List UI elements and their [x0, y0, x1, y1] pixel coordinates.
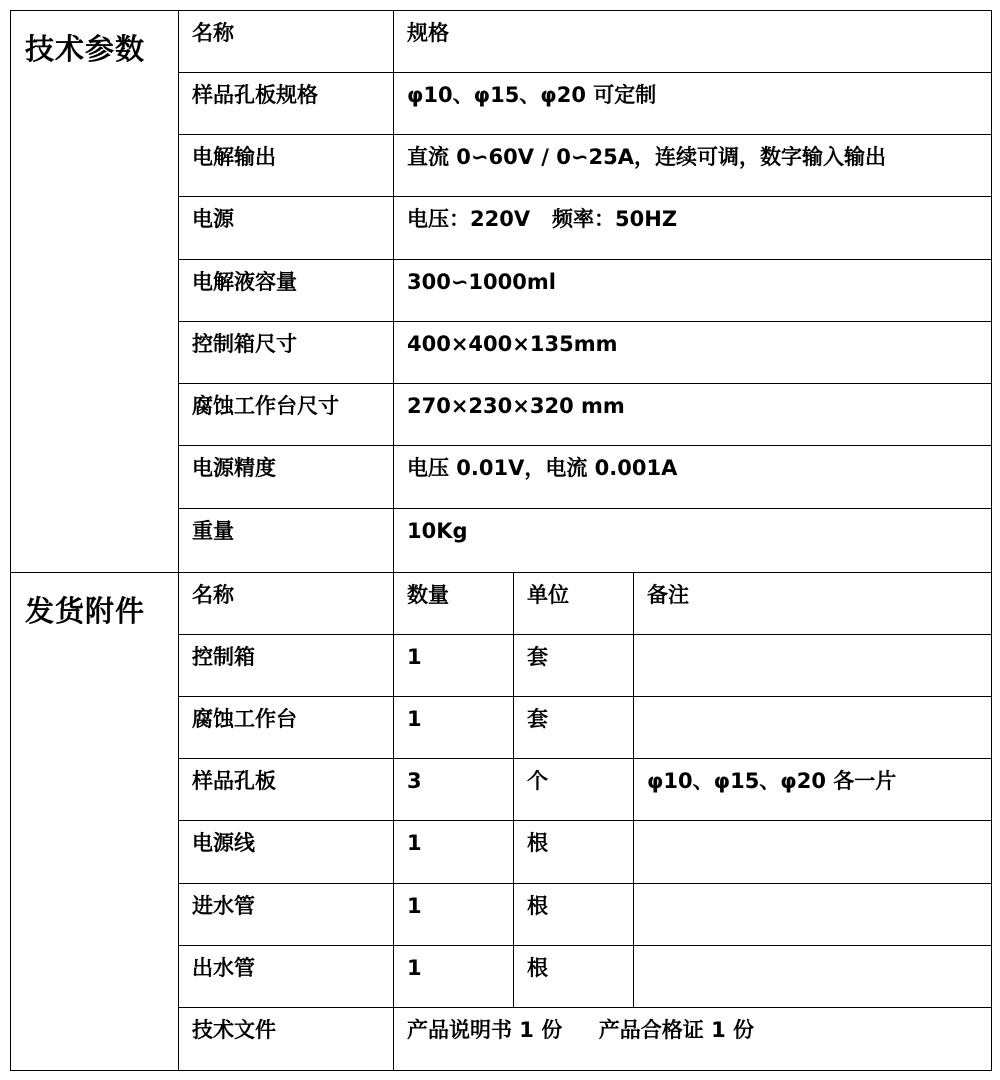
tech-row-spec: 电压：220V 频率：50HZ — [394, 197, 992, 260]
acc-row-unit: 个 — [514, 759, 634, 821]
tech-row-spec: 400×400×135mm — [394, 322, 992, 384]
acc-row-note: φ10、φ15、φ20 各一片 — [634, 759, 992, 821]
acc-header-note: 备注 — [634, 573, 992, 635]
acc-row-name: 出水管 — [179, 946, 394, 1008]
acc-row-unit: 根 — [514, 821, 634, 884]
accessory-section-title: 发货附件 — [11, 573, 179, 1071]
tech-row-name: 电源精度 — [179, 446, 394, 509]
acc-row-name: 电源线 — [179, 821, 394, 884]
acc-row-name: 控制箱 — [179, 635, 394, 697]
acc-row-qty: 1 — [394, 635, 514, 697]
acc-row-note — [634, 946, 992, 1008]
acc-row-name: 进水管 — [179, 884, 394, 946]
tech-row-name: 电解液容量 — [179, 260, 394, 322]
acc-row-qty: 1 — [394, 884, 514, 946]
tech-header-spec: 规格 — [394, 11, 992, 73]
tech-row-name: 重量 — [179, 509, 394, 573]
tech-row-spec: 270×230×320 mm — [394, 384, 992, 446]
acc-row-unit: 根 — [514, 946, 634, 1008]
acc-row-unit: 根 — [514, 884, 634, 946]
tech-row-spec: 电压 0.01V，电流 0.001A — [394, 446, 992, 509]
tech-row-name: 腐蚀工作台尺寸 — [179, 384, 394, 446]
acc-row-note — [634, 884, 992, 946]
acc-header-name: 名称 — [179, 573, 394, 635]
tech-header-name: 名称 — [179, 11, 394, 73]
tech-section-title: 技术参数 — [11, 11, 179, 573]
tech-row-name: 电源 — [179, 197, 394, 260]
acc-row-unit: 套 — [514, 635, 634, 697]
acc-row-name: 腐蚀工作台 — [179, 697, 394, 759]
acc-row-name: 样品孔板 — [179, 759, 394, 821]
tech-row-spec: 10Kg — [394, 509, 992, 573]
tech-row-name: 样品孔板规格 — [179, 73, 394, 135]
acc-row-qty: 1 — [394, 821, 514, 884]
acc-row-qty: 1 — [394, 697, 514, 759]
acc-row-qty: 3 — [394, 759, 514, 821]
tech-row-name: 控制箱尺寸 — [179, 322, 394, 384]
docs-row-value: 产品说明书 1 份 产品合格证 1 份 — [394, 1008, 992, 1071]
tech-row-spec: φ10、φ15、φ20 可定制 — [394, 73, 992, 135]
acc-header-unit: 单位 — [514, 573, 634, 635]
acc-row-note — [634, 635, 992, 697]
acc-row-qty: 1 — [394, 946, 514, 1008]
acc-row-note — [634, 697, 992, 759]
spec-sheet-table — [10, 10, 992, 1071]
docs-row-name: 技术文件 — [179, 1008, 394, 1071]
acc-row-note — [634, 821, 992, 884]
acc-row-unit: 套 — [514, 697, 634, 759]
acc-header-qty: 数量 — [394, 573, 514, 635]
tech-row-spec: 直流 0∽60V / 0∽25A，连续可调，数字输入输出 — [394, 135, 992, 197]
tech-row-spec: 300∽1000ml — [394, 260, 992, 322]
tech-row-name: 电解输出 — [179, 135, 394, 197]
